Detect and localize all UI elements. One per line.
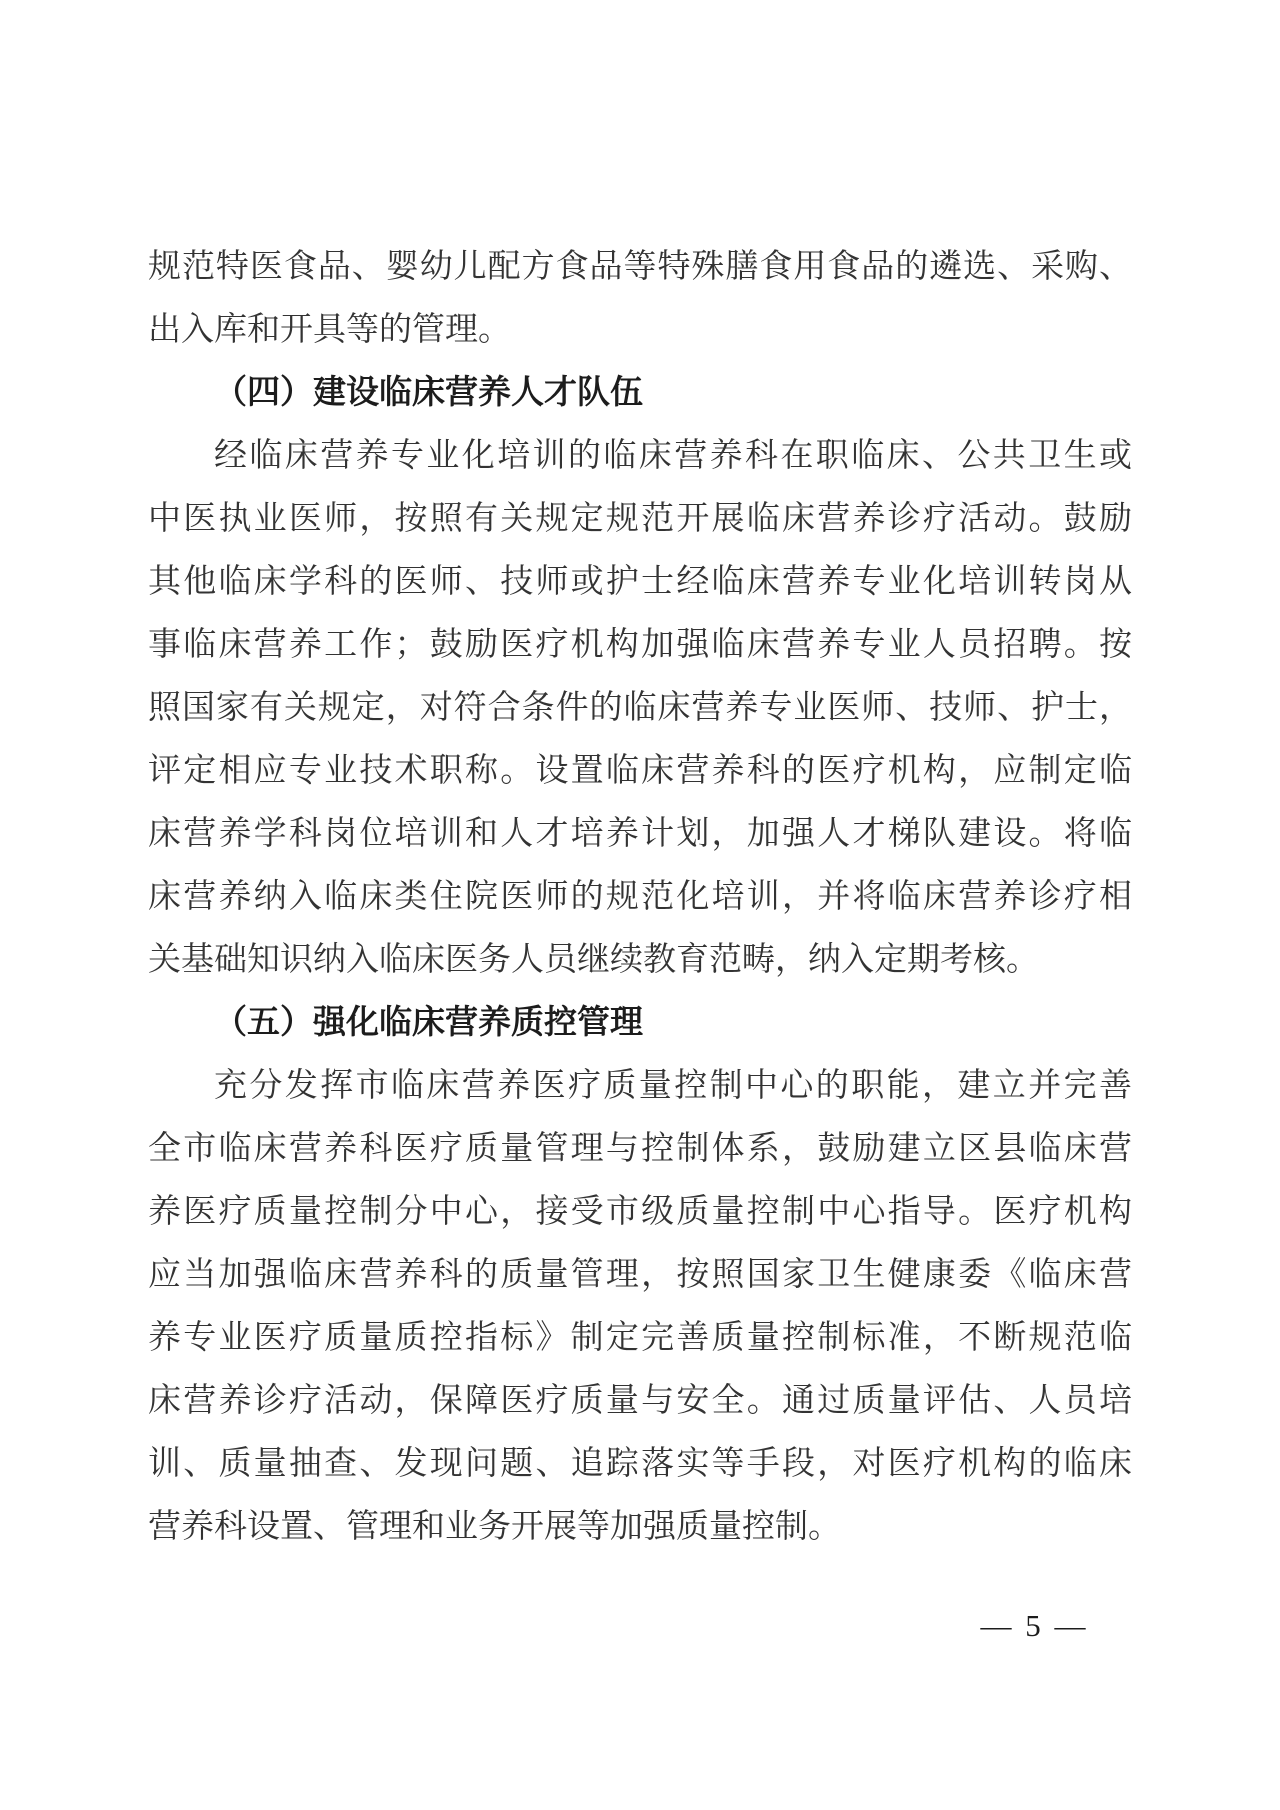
text-line: 评定相应专业技术职称。设置临床营养科的医疗机构，应制定临 <box>148 753 1132 789</box>
text-line: 营养科设置、管理和业务开展等加强质量控制。 <box>148 1509 841 1545</box>
text-line: 全市临床营养科医疗质量管理与控制体系，鼓励建立区县临床营 <box>148 1131 1132 1167</box>
text-line: 其他临床学科的医师、技师或护士经临床营养专业化培训转岗从 <box>148 564 1132 600</box>
text-line: 规范特医食品、婴幼儿配方食品等特殊膳食用食品的遴选、采购、 <box>148 249 1132 285</box>
text-line: 出入库和开具等的管理。 <box>148 312 511 348</box>
section-heading-5: （五）强化临床营养质控管理 <box>214 1005 643 1041</box>
text-line: 养专业医疗质量质控指标》制定完善质量控制标准，不断规范临 <box>148 1320 1132 1356</box>
text-line: 关基础知识纳入临床医务人员继续教育范畴，纳入定期考核。 <box>148 942 1039 978</box>
text-line: 经临床营养专业化培训的临床营养科在职临床、公共卫生或 <box>214 438 1132 474</box>
text-line: 应当加强临床营养科的质量管理，按照国家卫生健康委《临床营 <box>148 1257 1132 1293</box>
text-line: 床营养诊疗活动，保障医疗质量与安全。通过质量评估、人员培 <box>148 1383 1132 1419</box>
text-line: 照国家有关规定，对符合条件的临床营养专业医师、技师、护士， <box>148 690 1132 726</box>
text-line: 中医执业医师，按照有关规定规范开展临床营养诊疗活动。鼓励 <box>148 501 1132 537</box>
text-line: 养医疗质量控制分中心，接受市级质量控制中心指导。医疗机构 <box>148 1194 1132 1230</box>
text-line: 事临床营养工作；鼓励医疗机构加强临床营养专业人员招聘。按 <box>148 627 1132 663</box>
text-line: 床营养学科岗位培训和人才培养计划，加强人才梯队建设。将临 <box>148 816 1132 852</box>
page-number: — 5 — <box>980 1608 1086 1643</box>
text-line: 训、质量抽查、发现问题、追踪落实等手段，对医疗机构的临床 <box>148 1446 1132 1482</box>
text-line: 床营养纳入临床类住院医师的规范化培训，并将临床营养诊疗相 <box>148 879 1132 915</box>
text-line: 充分发挥市临床营养医疗质量控制中心的职能，建立并完善 <box>214 1068 1132 1104</box>
document-body <box>148 236 1132 1559</box>
section-heading-4: （四）建设临床营养人才队伍 <box>214 375 643 411</box>
